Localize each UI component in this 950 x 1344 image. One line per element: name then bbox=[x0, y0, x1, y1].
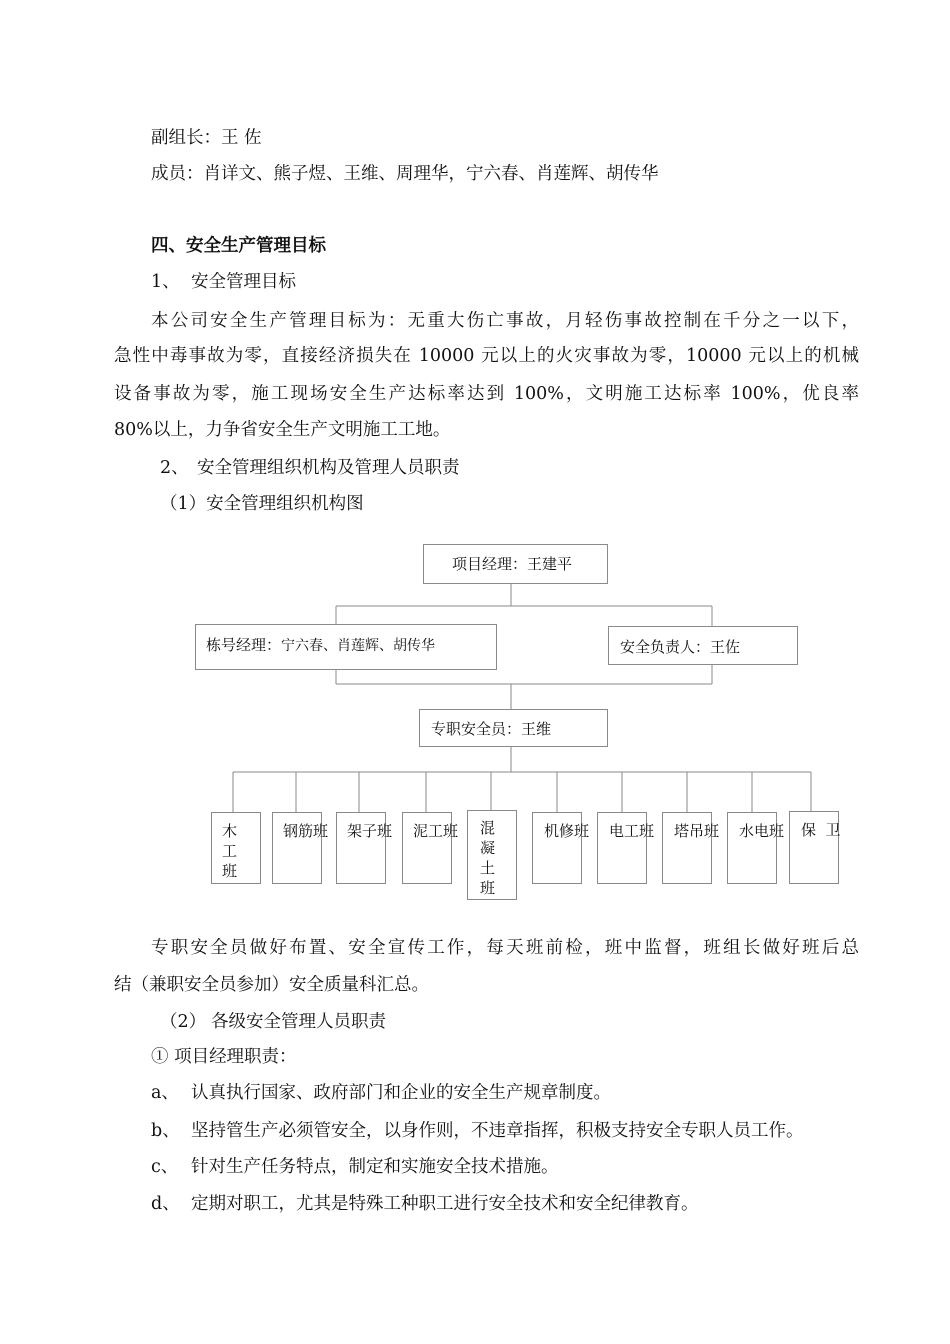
team-box-rebar bbox=[272, 812, 329, 884]
team-box-crane bbox=[662, 812, 720, 884]
safety-lead-box: 安全负责人：王佐 bbox=[608, 626, 798, 665]
duty-text: 定期对职工，尤其是特殊工种职工进行安全技术和安全纪律教育。 bbox=[191, 1194, 699, 1214]
duty-mark: c、 bbox=[151, 1157, 179, 1177]
paragraph-line: 本公司安全生产管理目标为：无重大伤亡事故，月轻伤事故控制在千分之一以下， bbox=[151, 311, 859, 331]
section-title: 四、安全生产管理目标 bbox=[151, 236, 326, 256]
members-line: 成员：肖详文、熊子煜、王维、周理华，宁六春、肖莲辉、胡传华 bbox=[151, 164, 659, 184]
item2-number: 2、 bbox=[160, 458, 189, 478]
duty-mark: d、 bbox=[151, 1194, 180, 1214]
pm-duty-title: ① 项目经理职责： bbox=[151, 1047, 297, 1067]
team-label: 保 卫 bbox=[801, 821, 841, 839]
project-manager-box: 项目经理：王建平 bbox=[423, 544, 608, 584]
team-char: 班 bbox=[222, 862, 238, 880]
sub2-title: 各级安全管理人员职责 bbox=[211, 1012, 386, 1032]
paragraph-line: 专职安全员做好布置、安全宣传工作，每天班前检，班中监督，班组长做好班后总 bbox=[151, 938, 859, 958]
team-char: 土 bbox=[480, 859, 496, 877]
sub1-title: （1）安全管理组织机构图 bbox=[160, 494, 364, 514]
safety-officer-box: 专职安全员：王维 bbox=[419, 709, 608, 747]
duty-text: 认真执行国家、政府部门和企业的安全生产规章制度。 bbox=[191, 1083, 611, 1103]
team-label: 机修班 bbox=[544, 822, 590, 840]
paragraph-line: 80%以上，力争省安全生产文明施工工地。 bbox=[114, 420, 451, 440]
team-char: 工 bbox=[222, 842, 238, 860]
building-label: 栋号经理 bbox=[206, 636, 267, 654]
duty-text: 坚持管生产必须管安全，以身作则，不违章指挥，积极支持安全专职人员工作。 bbox=[191, 1121, 804, 1141]
team-box-plumbing-electric bbox=[727, 812, 785, 884]
team-label: 塔吊班 bbox=[674, 822, 720, 840]
item1-number: 1、 bbox=[151, 272, 180, 292]
team-label: 钢筋班 bbox=[283, 822, 329, 840]
team-box-carpentry bbox=[211, 812, 261, 884]
sub2-number: （2） bbox=[160, 1012, 207, 1032]
paragraph-line: 设备事故为零，施工现场安全生产达标率达到 100%，文明施工达标率 100%，优良率 bbox=[114, 384, 859, 404]
team-label: 水电班 bbox=[739, 822, 785, 840]
team-box-electrician bbox=[597, 812, 655, 884]
team-box-security bbox=[789, 811, 839, 884]
team-label: 泥工班 bbox=[413, 822, 459, 840]
team-box-masonry bbox=[402, 812, 459, 884]
duty-text: 针对生产任务特点，制定和实施安全技术措施。 bbox=[191, 1157, 559, 1177]
pm-name: 王建平 bbox=[527, 555, 573, 573]
item1-title: 安全管理目标 bbox=[191, 272, 296, 292]
team-char: 班 bbox=[480, 879, 496, 897]
vice-leader-line: 副组长：王 佐 bbox=[151, 128, 262, 148]
paragraph-line: 急性中毒事故为零，直接经济损失在 10000 元以上的火灾事故为零，10000 元以上的机械 bbox=[114, 346, 859, 366]
officer-name: 王维 bbox=[521, 720, 552, 738]
team-label: 架子班 bbox=[347, 822, 393, 840]
item2-title: 安全管理组织机构及管理人员职责 bbox=[197, 458, 460, 478]
team-box-concrete bbox=[467, 810, 517, 900]
duty-mark: a、 bbox=[151, 1083, 179, 1103]
building-names: 宁六春、肖莲辉、胡传华 bbox=[281, 638, 436, 654]
building-manager-box: 栋号经理：宁六春、肖莲辉、胡传华 bbox=[195, 624, 497, 670]
safety-label: 安全负责人 bbox=[620, 638, 696, 656]
team-box-scaffold bbox=[336, 812, 393, 884]
duty-mark: b、 bbox=[151, 1121, 180, 1141]
team-char: 混 bbox=[480, 819, 496, 837]
pm-label: 项目经理 bbox=[452, 555, 513, 573]
team-char: 木 bbox=[222, 822, 238, 840]
safety-name: 王佐 bbox=[710, 638, 741, 656]
team-char: 凝 bbox=[480, 839, 496, 857]
team-label: 电工班 bbox=[609, 822, 655, 840]
officer-label: 专职安全员 bbox=[431, 720, 507, 738]
team-box-mechanic bbox=[532, 812, 590, 884]
paragraph-line: 结（兼职安全员参加）安全质量科汇总。 bbox=[114, 975, 429, 995]
